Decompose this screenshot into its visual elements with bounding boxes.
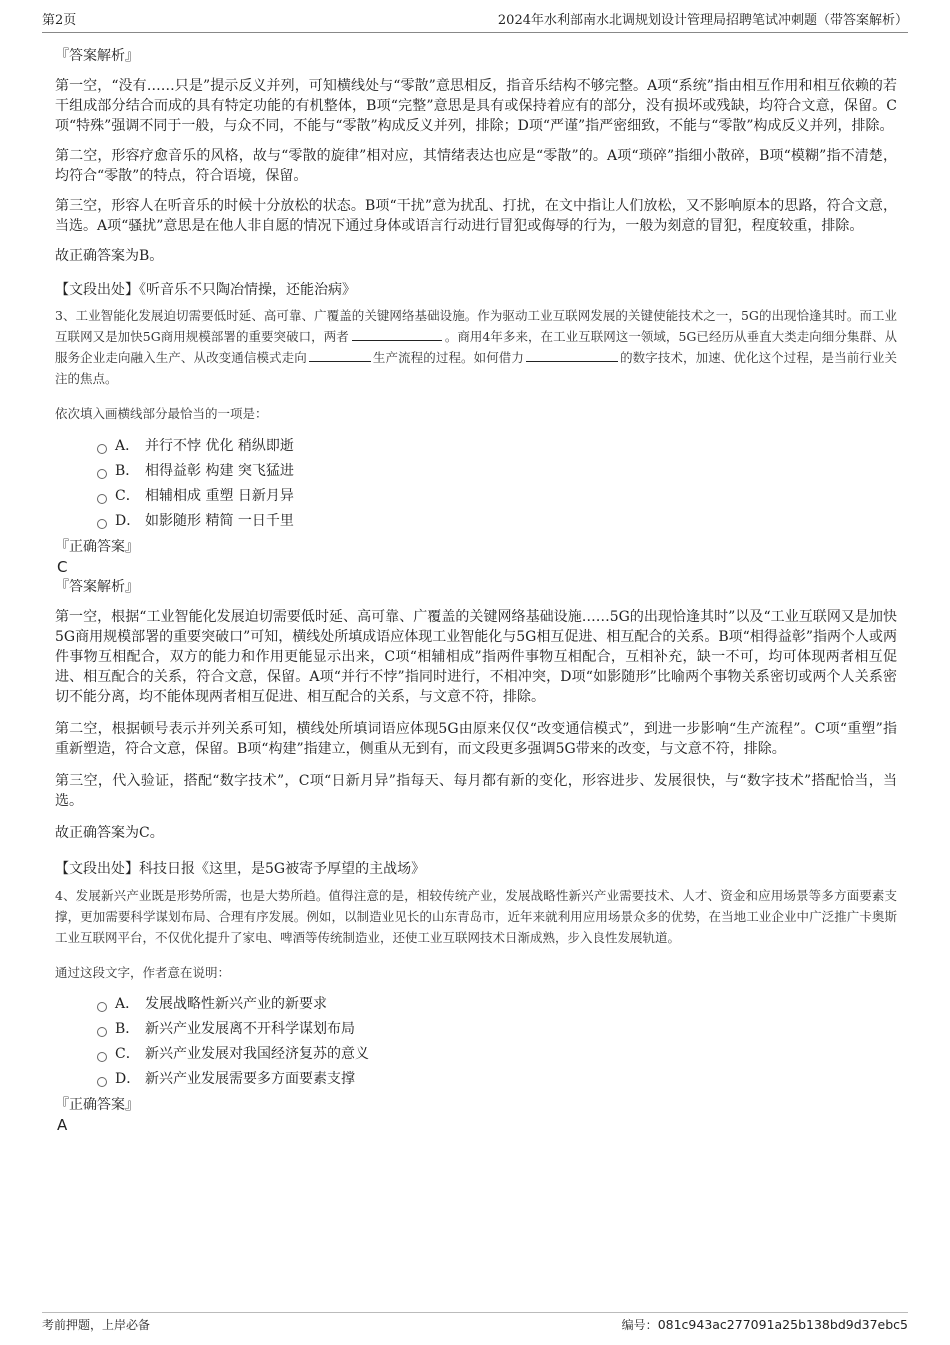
analysis-paragraph: 第一空，根据“工业智能化发展迫切需要低时延、高可靠、广覆盖的关键网络基础设施……5G的出现恰逢其时”以及“工业互联网又是加快5G商用规模部署的重要突破口”可知，横线处所填成语应体现工业智能化与5G相互促进、相互配合的关系。B项“相得益彰”指两个人或两件事物互相配合，双方的能力和作用更能显示出来，C项“相辅相成”指两件事物互相配合，互相补充，缺一不可，均可体现两者相互促进、相互配合的关系，符合文意，保留。A项“并行不悖”指同时进行，不相冲突，D项“如影随形”比喻两个事物关系密切或两个人关系密切不能分离，均不能体现两者相互促进、相互配合的关系，与文意不符，排除。 — [55, 609, 897, 705]
fill-blank — [352, 327, 442, 341]
document-code: 编号：081c943ac277091a25b138bd9d37ebc5 — [621, 1317, 908, 1332]
correct-answer-label: 『正确答案』 — [55, 1097, 139, 1113]
fill-blank — [526, 348, 618, 362]
analysis-paragraph: 第二空，形容疗愈音乐的风格，故与“零散的旋律”相对应，其情绪表达也应是“零散”的。A项“琐碎”指细小散碎，B项“模糊”指不清楚，均符合“零散”的特点，符合语境，保留。 — [55, 148, 897, 184]
analysis-paragraph: 第三空，形容人在听音乐的时候十分放松的状态。B项“干扰”意为扰乱、打扰，在文中指让人们放松，又不影响原本的思路，符合文意，当选。A项“骚扰”意思是在他人非自愿的情况下通过身体或语言行动进行冒犯或侮辱的行为，一般为刻意的冒犯，程度较重，排除。 — [55, 198, 897, 234]
options-list — [55, 435, 897, 535]
radio-icon[interactable] — [97, 444, 107, 454]
question-prompt: 通过这段文字，作者意在说明： — [55, 965, 231, 980]
question-prompt: 依次填入画横线部分最恰当的一项是： — [55, 406, 268, 421]
correct-answer: C — [57, 558, 68, 576]
correct-answer: A — [57, 1116, 68, 1134]
page-footer — [42, 1312, 908, 1337]
radio-icon[interactable] — [97, 519, 107, 529]
question-stem: 4、发展新兴产业既是形势所需，也是大势所趋。值得注意的是，相较传统产业，发展战略性新兴产业需要技术、人才、资金和应用场景等多方面要素支撑，更加需要科学谋划布局、合理有序发展。例如，以制造业见长的山东青岛市，近年来就利用应用场景众多的优势，在当地工业企业中广泛推广卡奥斯工业互联网平台，不仅优化提升了家电、啤酒等传统制造业，还使工业互联网技术日渐成熟，步入良性发展轨道。 — [55, 888, 897, 945]
radio-icon[interactable] — [97, 1077, 107, 1087]
radio-icon[interactable] — [97, 1027, 107, 1037]
option-d[interactable]: D． 新兴产业发展需要多方面要素支撑 — [55, 1068, 897, 1093]
page-content — [55, 46, 897, 1135]
option-c[interactable]: C． 新兴产业发展对我国经济复苏的意义 — [55, 1043, 897, 1068]
radio-icon[interactable] — [97, 1052, 107, 1062]
source: 【文段出处】科技日报《这里，是5G被寄予厚望的主战场》 — [55, 861, 426, 877]
option-b[interactable]: B． 相得益彰 构建 突飞猛进 — [55, 460, 897, 485]
option-a[interactable]: A． 并行不悖 优化 稍纵即逝 — [55, 435, 897, 460]
conclusion: 故正确答案为C。 — [55, 825, 164, 841]
analysis-paragraph: 第二空，根据顿号表示并列关系可知，横线处所填词语应体现5G由原来仅仅“改变通信模式”，到进一步影响“生产流程”。C项“重塑”指重新塑造，符合文意，保留。B项“构建”指建立，侧重从无到有，而文段更多强调5G带来的改变，与文意不符，排除。 — [55, 721, 897, 757]
options-list — [55, 993, 897, 1093]
analysis-label: 『答案解析』 — [55, 48, 139, 64]
option-d[interactable]: D． 如影随形 精简 一日千里 — [55, 510, 897, 535]
conclusion: 故正确答案为B。 — [55, 248, 164, 264]
correct-answer-label: 『正确答案』 — [55, 539, 139, 555]
analysis-paragraph: 第一空，“没有……只是”提示反义并列，可知横线处与“零散”意思相反，指音乐结构不够完整。A项“系统”指由相互作用和相互依赖的若干组成部分结合而成的具有特定功能的有机整体，B项“完整”意思是具有或保持着应有的部分，没有损坏或残缺，均符合文意，保留。C项“特殊”强调不同于一般，与众不同，不能与“零散”构成反义并列，排除；D项“严谨”指严密细致，不能与“零散”构成反义并列，排除。 — [55, 78, 897, 134]
analysis-label: 『答案解析』 — [55, 579, 139, 595]
footer-slogan: 考前押题，上岸必备 — [42, 1318, 151, 1332]
radio-icon[interactable] — [97, 1002, 107, 1012]
radio-icon[interactable] — [97, 494, 107, 504]
page-number: 第2页 — [42, 13, 77, 28]
analysis-paragraph: 第三空，代入验证，搭配“数字技术”，C项“日新月异”指每天、每月都有新的变化，形容进步、发展很快，与“数字技术”搭配恰当，当选。 — [55, 773, 897, 809]
option-c[interactable]: C． 相辅相成 重塑 日新月异 — [55, 485, 897, 510]
question-stem: 3、工业智能化发展迫切需要低时延、高可靠、广覆盖的关键网络基础设施。作为驱动工业互联网发展的关键使能技术之一，5G的出现恰逢其时。而工业互联网又是加快5G商用规模部署的重要突破口，两者 。商用4年多来，在工业互联网这一领域，5G已经历从垂直大类走向细分集群、从服务企业走向融入生产、从改变通信模式走向 生产流程的过程。如何借力 的数字技术，加速、优化这个过程，是当前行业关注的焦点。 — [55, 308, 897, 386]
option-b[interactable]: B． 新兴产业发展离不开科学谋划布局 — [55, 1018, 897, 1043]
fill-blank — [309, 348, 371, 362]
source: 【文段出处】《听音乐不只陶冶情操，还能治病》 — [55, 282, 356, 298]
option-a[interactable]: A． 发展战略性新兴产业的新要求 — [55, 993, 897, 1018]
document-title: 2024年水利部南水北调规划设计管理局招聘笔试冲刺题（带答案解析） — [497, 13, 908, 28]
page-header — [42, 12, 908, 33]
radio-icon[interactable] — [97, 469, 107, 479]
